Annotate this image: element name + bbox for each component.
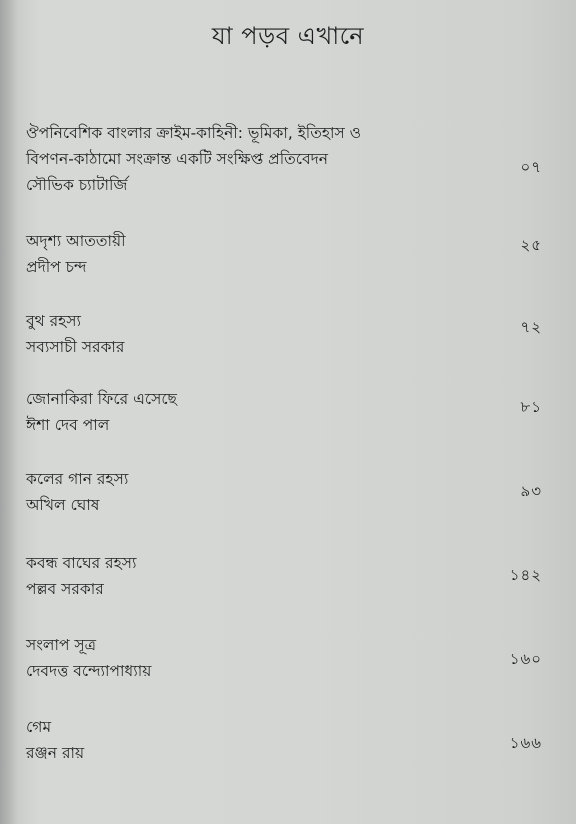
entry-title: জোনাকিরা ফিরে এসেছে xyxy=(26,390,177,408)
entry-author: প্রদীপ চন্দ xyxy=(26,258,87,276)
entry-page-number: ১৬৬ xyxy=(509,734,542,752)
entry-page-number: ১৪২ xyxy=(509,566,542,584)
entry-page-number: ২৫ xyxy=(520,236,542,254)
toc-entry xyxy=(26,120,526,198)
entry-author: সৌভিক চ্যাটার্জি xyxy=(26,176,128,194)
entry-title: বুথ রহস্য xyxy=(26,312,81,330)
entry-author: রঞ্জন রায় xyxy=(26,744,85,762)
entry-title: অদৃশ্য আততায়ী xyxy=(26,232,126,250)
toc-entry xyxy=(26,550,526,602)
entry-page-number: ৮১ xyxy=(520,398,542,416)
entry-title-line: বিপণন-কাঠামো সংক্রান্ত একটি সংক্ষিপ্ত প্রতিবেদন xyxy=(26,150,329,168)
toc-entry xyxy=(26,714,526,766)
toc-entry xyxy=(26,386,526,438)
entry-title: কবন্ধ বাঘের রহস্য xyxy=(26,554,137,572)
toc-entry xyxy=(26,632,526,684)
entry-page-number: ১৬০ xyxy=(509,650,542,668)
entry-page-number: ০৭ xyxy=(520,158,542,176)
entry-author: দেবদত্ত বন্দ্যোপাধ্যায় xyxy=(26,662,152,680)
entry-author: অখিল ঘোষ xyxy=(26,496,100,514)
entry-author: ঈশা দেব পাল xyxy=(26,416,110,434)
entry-author: পল্লব সরকার xyxy=(26,580,104,598)
entry-title: কলের গান রহস্য xyxy=(26,470,129,488)
entry-page-number: ৭২ xyxy=(520,318,542,336)
toc-entry xyxy=(26,308,526,360)
entry-title: গেম xyxy=(26,718,52,736)
toc-entry xyxy=(26,466,526,518)
entry-author: সব্যসাচী সরকার xyxy=(26,338,125,356)
toc-entry xyxy=(26,228,526,280)
page-title: যা পড়ব এখানে xyxy=(211,22,365,50)
entry-title: সংলাপ সূত্র xyxy=(26,636,97,654)
entry-page-number: ৯৩ xyxy=(520,482,542,500)
entry-title-line: ঔপনিবেশিক বাংলার ক্রাইম-কাহিনী: ভূমিকা, ইতিহাস ও xyxy=(26,124,362,142)
